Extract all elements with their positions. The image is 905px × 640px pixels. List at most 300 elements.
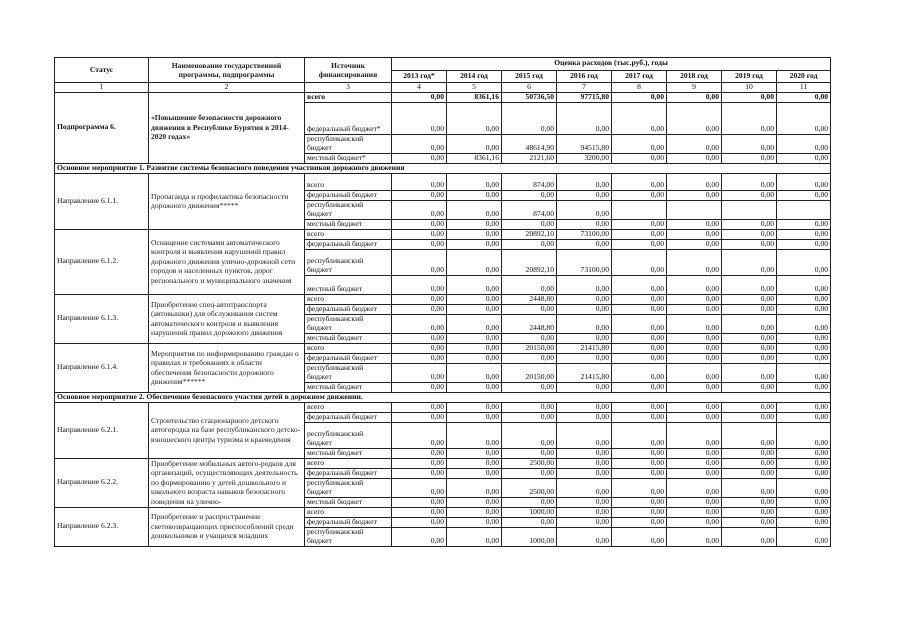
value-cell: 20150,00 <box>502 343 557 353</box>
d614-row <box>55 343 831 353</box>
value-cell: 0,00 <box>667 343 722 353</box>
value-cell: 0,00 <box>392 343 447 353</box>
source-cell: всего <box>305 173 392 190</box>
value-cell: 0,00 <box>722 412 777 422</box>
value-cell: 0,00 <box>502 333 557 343</box>
value-cell: 2448,80 <box>502 294 557 304</box>
value-cell: 0,00 <box>667 363 722 382</box>
value-cell: 0,00 <box>612 382 667 392</box>
section-title: Основное мероприятие 1. Развитие системы безопасного поведения участников дорожного движения <box>55 163 831 173</box>
value-cell: 0,00 <box>612 92 667 102</box>
value-cell: 0,00 <box>722 102 777 134</box>
value-cell: 0,00 <box>612 190 667 200</box>
value-cell: 0,00 <box>667 190 722 200</box>
source-cell: республиканский бюджет <box>305 249 392 275</box>
column-number: 11 <box>777 83 831 93</box>
budget-document <box>54 57 830 547</box>
value-cell: 0,00 <box>777 382 831 392</box>
row-name: «Повышение безопасности дорожного движения в Республике Бурятия в 2014-2020 годах» <box>149 92 305 163</box>
value-cell: 0,00 <box>722 92 777 102</box>
value-cell: 0,00 <box>392 190 447 200</box>
value-cell: 0,00 <box>777 353 831 363</box>
value-cell: 0,00 <box>392 200 447 219</box>
value-cell: 0,00 <box>557 448 612 458</box>
source-cell: федеральный бюджет <box>305 304 392 314</box>
value-cell: 0,00 <box>502 219 557 229</box>
source-cell: местный бюджет <box>305 497 392 507</box>
d611-row <box>55 173 831 190</box>
value-cell: 0,00 <box>777 448 831 458</box>
header-year: 2017 год <box>612 70 667 83</box>
value-cell: 0,00 <box>722 190 777 200</box>
value-cell <box>612 200 667 219</box>
subprogram-row <box>55 92 831 102</box>
value-cell: 0,00 <box>447 275 502 294</box>
value-cell: 0,00 <box>557 200 612 219</box>
value-cell: 0,00 <box>612 314 667 333</box>
value-cell: 0,00 <box>447 382 502 392</box>
source-cell: местный бюджет* <box>305 153 392 163</box>
source-cell: федеральный бюджет <box>305 412 392 422</box>
value-cell: 0,00 <box>447 102 502 134</box>
value-cell: 0,00 <box>667 448 722 458</box>
section-row <box>55 392 831 402</box>
row-name: Приобретение спец-автотранспорта (автовышки) для обслуживания систем автоматического контроля и выявления нарушений правил дорожного движения <box>149 294 305 343</box>
row-status: Направление 6.1.3. <box>55 294 149 343</box>
value-cell: 0,00 <box>777 102 831 134</box>
value-cell: 0,00 <box>392 153 447 163</box>
value-cell: 0,00 <box>392 468 447 478</box>
value-cell: 0,00 <box>612 527 667 546</box>
value-cell: 0,00 <box>447 507 502 517</box>
value-cell: 0,00 <box>392 402 447 412</box>
value-cell: 0,00 <box>502 497 557 507</box>
header-year: 2019 год <box>722 70 777 83</box>
value-cell: 0,00 <box>612 173 667 190</box>
value-cell: 0,00 <box>612 275 667 294</box>
value-cell: 0,00 <box>722 134 777 153</box>
value-cell: 0,00 <box>392 173 447 190</box>
value-cell: 0,00 <box>777 275 831 294</box>
value-cell: 0,00 <box>392 382 447 392</box>
source-cell: федеральный бюджет <box>305 239 392 249</box>
budget-table <box>54 57 831 547</box>
source-cell: федеральный бюджет <box>305 468 392 478</box>
value-cell: 0,00 <box>667 249 722 275</box>
value-cell: 0,00 <box>667 92 722 102</box>
value-cell: 0,00 <box>557 314 612 333</box>
value-cell: 0,00 <box>447 497 502 507</box>
source-cell: республиканский бюджет <box>305 422 392 448</box>
value-cell: 0,00 <box>392 102 447 134</box>
value-cell: 0,00 <box>777 294 831 304</box>
value-cell: 0,00 <box>777 249 831 275</box>
value-cell: 0,00 <box>557 382 612 392</box>
d612-row <box>55 229 831 239</box>
column-number: 7 <box>557 83 612 93</box>
value-cell: 0,00 <box>392 497 447 507</box>
column-number: 8 <box>612 83 667 93</box>
value-cell: 0,00 <box>557 468 612 478</box>
value-cell: 0,00 <box>667 229 722 239</box>
source-cell: республиканский бюджет <box>305 527 392 546</box>
value-cell: 0,00 <box>392 412 447 422</box>
value-cell: 0,00 <box>392 249 447 275</box>
value-cell: 73100,00 <box>557 229 612 239</box>
value-cell: 0,00 <box>777 343 831 353</box>
value-cell: 0,00 <box>722 173 777 190</box>
source-cell: федеральный бюджет <box>305 517 392 527</box>
value-cell: 0,00 <box>722 422 777 448</box>
value-cell: 20892,10 <box>502 249 557 275</box>
value-cell: 0,00 <box>612 249 667 275</box>
value-cell: 0,00 <box>447 229 502 239</box>
value-cell: 0,00 <box>777 333 831 343</box>
value-cell: 0,00 <box>447 458 502 468</box>
source-cell: всего <box>305 229 392 239</box>
value-cell: 0,00 <box>447 468 502 478</box>
value-cell: 0,00 <box>557 517 612 527</box>
row-status: Направление 6.1.1. <box>55 173 149 229</box>
value-cell: 0,00 <box>722 363 777 382</box>
value-cell: 2500,00 <box>502 478 557 497</box>
header-year: 2015 год <box>502 70 557 83</box>
value-cell: 0,00 <box>612 363 667 382</box>
value-cell: 8361,16 <box>447 92 502 102</box>
value-cell: 94515,80 <box>557 134 612 153</box>
value-cell: 0,00 <box>447 343 502 353</box>
value-cell: 0,00 <box>777 517 831 527</box>
row-name: Приобретение мобильных автого-родков для организаций, осуществляющих деятельность по формированию у детей дошкольного и школьного возраста навыков безопасного поведения на улично- <box>149 458 305 507</box>
value-cell: 0,00 <box>612 507 667 517</box>
row-name: Пропаганда и профилактика безопасности дорожного движения***** <box>149 173 305 229</box>
value-cell: 0,00 <box>777 458 831 468</box>
source-cell: республиканский бюджет <box>305 134 392 153</box>
header-year: 2014 год <box>447 70 502 83</box>
value-cell: 0,00 <box>667 353 722 363</box>
value-cell: 0,00 <box>612 468 667 478</box>
value-cell: 0,00 <box>612 229 667 239</box>
source-cell: республиканский бюджет <box>305 478 392 497</box>
value-cell: 874,00 <box>502 173 557 190</box>
column-number-row <box>55 83 831 93</box>
value-cell: 0,00 <box>777 304 831 314</box>
value-cell: 0,00 <box>667 333 722 343</box>
value-cell: 0,00 <box>557 190 612 200</box>
value-cell: 0,00 <box>722 448 777 458</box>
header-row <box>55 58 831 71</box>
value-cell: 0,00 <box>612 153 667 163</box>
source-cell: всего <box>305 402 392 412</box>
source-cell: местный бюджет <box>305 275 392 294</box>
value-cell: 8361,16 <box>447 153 502 163</box>
value-cell: 0,00 <box>502 412 557 422</box>
header-source: Источник финансирования <box>305 58 392 83</box>
value-cell: 3200,00 <box>557 153 612 163</box>
source-cell: всего <box>305 92 392 102</box>
value-cell: 0,00 <box>447 448 502 458</box>
value-cell: 0,00 <box>612 343 667 353</box>
value-cell: 0,00 <box>777 497 831 507</box>
value-cell: 0,00 <box>612 304 667 314</box>
value-cell: 0,00 <box>502 517 557 527</box>
value-cell: 874,00 <box>502 200 557 219</box>
value-cell: 0,00 <box>722 275 777 294</box>
value-cell: 0,00 <box>447 294 502 304</box>
value-cell: 0,00 <box>447 249 502 275</box>
column-number: 2 <box>149 83 305 93</box>
value-cell: 0,00 <box>612 412 667 422</box>
value-cell: 0,00 <box>557 507 612 517</box>
value-cell: 0,00 <box>447 527 502 546</box>
value-cell: 20150,00 <box>502 363 557 382</box>
value-cell: 0,00 <box>447 402 502 412</box>
value-cell: 0,00 <box>667 468 722 478</box>
value-cell: 1000,00 <box>502 527 557 546</box>
value-cell: 0,00 <box>667 402 722 412</box>
d623-row <box>55 507 831 517</box>
value-cell: 0,00 <box>447 304 502 314</box>
value-cell: 0,00 <box>667 382 722 392</box>
source-cell: федеральный бюджет* <box>305 102 392 134</box>
value-cell: 0,00 <box>777 314 831 333</box>
value-cell: 0,00 <box>502 102 557 134</box>
value-cell: 0,00 <box>392 92 447 102</box>
value-cell: 0,00 <box>667 304 722 314</box>
value-cell: 0,00 <box>612 422 667 448</box>
header-year: 2013 год* <box>392 70 447 83</box>
value-cell: 0,00 <box>612 102 667 134</box>
column-number: 3 <box>305 83 392 93</box>
value-cell: 0,00 <box>722 304 777 314</box>
value-cell: 0,00 <box>612 478 667 497</box>
value-cell: 0,00 <box>667 275 722 294</box>
value-cell: 0,00 <box>392 294 447 304</box>
value-cell: 0,00 <box>722 249 777 275</box>
row-name: Приобретение и распространение световозвращающих приспособлений среди дошкольников и учащихся младших <box>149 507 305 546</box>
header-status: Статус <box>55 58 149 83</box>
value-cell: 0,00 <box>612 219 667 229</box>
value-cell: 0,00 <box>447 363 502 382</box>
section-row <box>55 163 831 173</box>
value-cell: 0,00 <box>722 239 777 249</box>
source-cell: местный бюджет <box>305 382 392 392</box>
value-cell: 0,00 <box>392 527 447 546</box>
value-cell: 0,00 <box>667 219 722 229</box>
value-cell: 0,00 <box>392 314 447 333</box>
value-cell: 20892,10 <box>502 229 557 239</box>
value-cell: 0,00 <box>502 304 557 314</box>
value-cell: 0,00 <box>557 333 612 343</box>
value-cell: 0,00 <box>502 382 557 392</box>
value-cell: 0,00 <box>502 448 557 458</box>
value-cell: 0,00 <box>557 478 612 497</box>
d621-row <box>55 402 831 412</box>
value-cell: 0,00 <box>777 229 831 239</box>
value-cell: 0,00 <box>557 527 612 546</box>
value-cell: 0,00 <box>447 173 502 190</box>
value-cell: 0,00 <box>777 92 831 102</box>
value-cell: 0,00 <box>777 153 831 163</box>
value-cell: 0,00 <box>612 517 667 527</box>
value-cell <box>667 200 722 219</box>
value-cell: 0,00 <box>612 402 667 412</box>
value-cell: 0,00 <box>722 382 777 392</box>
value-cell: 0,00 <box>667 102 722 134</box>
column-number: 10 <box>722 83 777 93</box>
source-cell: местный бюджет <box>305 333 392 343</box>
value-cell: 0,00 <box>557 294 612 304</box>
value-cell: 0,00 <box>557 497 612 507</box>
value-cell: 0,00 <box>447 314 502 333</box>
header-estimate: Оценка расходов (тыс.руб.), годы <box>392 58 831 71</box>
value-cell: 0,00 <box>447 478 502 497</box>
value-cell: 0,00 <box>722 333 777 343</box>
value-cell: 0,00 <box>722 314 777 333</box>
value-cell: 0,00 <box>777 402 831 412</box>
source-cell: республиканский бюджет <box>305 200 392 219</box>
value-cell: 0,00 <box>502 190 557 200</box>
source-cell: республиканский бюджет <box>305 314 392 333</box>
value-cell: 2448,80 <box>502 314 557 333</box>
source-cell: федеральный бюджет <box>305 353 392 363</box>
source-cell: всего <box>305 458 392 468</box>
value-cell: 0,00 <box>392 448 447 458</box>
value-cell <box>722 200 777 219</box>
value-cell: 21415,80 <box>557 343 612 353</box>
value-cell: 0,00 <box>447 219 502 229</box>
value-cell: 0,00 <box>447 333 502 343</box>
value-cell: 0,00 <box>447 353 502 363</box>
row-name: Оснащение системами автоматического контроля и выявления нарушений правил дорожного движения улично-дорожной сети городов и населенных пунктов, дорог регионального и муниципального значения <box>149 229 305 294</box>
value-cell: 0,00 <box>502 402 557 412</box>
value-cell: 0,00 <box>392 239 447 249</box>
value-cell: 0,00 <box>612 353 667 363</box>
column-number: 9 <box>667 83 722 93</box>
source-cell: республиканский бюджет <box>305 363 392 382</box>
column-number: 4 <box>392 83 447 93</box>
value-cell: 0,00 <box>612 448 667 458</box>
value-cell: 0,00 <box>557 275 612 294</box>
value-cell: 0,00 <box>722 517 777 527</box>
value-cell: 0,00 <box>667 314 722 333</box>
source-cell: федеральный бюджет <box>305 190 392 200</box>
value-cell: 0,00 <box>557 239 612 249</box>
value-cell: 0,00 <box>667 527 722 546</box>
value-cell: 0,00 <box>557 353 612 363</box>
value-cell: 0,00 <box>392 363 447 382</box>
value-cell: 0,00 <box>612 458 667 468</box>
value-cell: 0,00 <box>557 173 612 190</box>
value-cell: 0,00 <box>777 478 831 497</box>
value-cell: 0,00 <box>447 517 502 527</box>
row-status: Подпрограмма 6. <box>55 92 149 163</box>
value-cell: 0,00 <box>777 134 831 153</box>
value-cell: 0,00 <box>777 363 831 382</box>
value-cell: 0,00 <box>777 219 831 229</box>
source-cell: местный бюджет <box>305 448 392 458</box>
d613-row <box>55 294 831 304</box>
value-cell: 0,00 <box>667 507 722 517</box>
value-cell: 0,00 <box>392 478 447 497</box>
value-cell: 0,00 <box>777 412 831 422</box>
value-cell: 0,00 <box>667 412 722 422</box>
value-cell: 0,00 <box>777 190 831 200</box>
value-cell: 0,00 <box>722 219 777 229</box>
value-cell: 0,00 <box>777 468 831 478</box>
value-cell: 0,00 <box>777 507 831 517</box>
value-cell: 0,00 <box>612 239 667 249</box>
value-cell: 0,00 <box>612 294 667 304</box>
source-cell: всего <box>305 343 392 353</box>
row-name: Мероприятия по информированию граждан о правилах и требованиях в области обеспечения безопасности дорожного движения****** <box>149 343 305 392</box>
value-cell: 0,00 <box>722 153 777 163</box>
row-status: Направление 6.1.2. <box>55 229 149 294</box>
value-cell: 0,00 <box>667 517 722 527</box>
value-cell: 0,00 <box>392 353 447 363</box>
value-cell: 0,00 <box>722 353 777 363</box>
value-cell: 0,00 <box>722 229 777 239</box>
value-cell: 0,00 <box>722 468 777 478</box>
row-status: Направление 6.1.4. <box>55 343 149 392</box>
value-cell: 0,00 <box>667 497 722 507</box>
value-cell: 0,00 <box>447 422 502 448</box>
value-cell: 97715,80 <box>557 92 612 102</box>
value-cell: 0,00 <box>612 333 667 343</box>
column-number: 6 <box>502 83 557 93</box>
value-cell: 50736,50 <box>502 92 557 102</box>
row-status: Направление 6.2.3. <box>55 507 149 546</box>
value-cell: 0,00 <box>722 402 777 412</box>
source-cell: местный бюджет <box>305 219 392 229</box>
value-cell: 0,00 <box>392 229 447 239</box>
value-cell: 0,00 <box>447 134 502 153</box>
value-cell: 0,00 <box>502 468 557 478</box>
value-cell: 0,00 <box>612 497 667 507</box>
value-cell: 21415,80 <box>557 363 612 382</box>
source-cell: всего <box>305 507 392 517</box>
header-year: 2016 год <box>557 70 612 83</box>
source-cell: всего <box>305 294 392 304</box>
value-cell: 0,00 <box>557 412 612 422</box>
value-cell: 0,00 <box>722 294 777 304</box>
value-cell: 0,00 <box>502 275 557 294</box>
value-cell: 0,00 <box>447 412 502 422</box>
value-cell: 0,00 <box>392 134 447 153</box>
value-cell: 2121,60 <box>502 153 557 163</box>
value-cell: 0,00 <box>722 497 777 507</box>
value-cell: 0,00 <box>392 304 447 314</box>
value-cell: 0,00 <box>722 458 777 468</box>
value-cell: 0,00 <box>447 200 502 219</box>
value-cell: 0,00 <box>557 304 612 314</box>
value-cell: 0,00 <box>722 507 777 517</box>
value-cell: 0,00 <box>667 134 722 153</box>
value-cell: 0,00 <box>612 134 667 153</box>
value-cell: 0,00 <box>447 190 502 200</box>
value-cell: 0,00 <box>667 153 722 163</box>
value-cell: 0,00 <box>392 219 447 229</box>
value-cell: 0,00 <box>392 422 447 448</box>
value-cell: 0,00 <box>447 239 502 249</box>
row-name: Строительство стационарного детского автогородка на базе республиканского детско-юношеского центра туризма и краеведения <box>149 402 305 458</box>
value-cell: 73100,00 <box>557 249 612 275</box>
value-cell: 0,00 <box>722 478 777 497</box>
column-number: 5 <box>447 83 502 93</box>
value-cell: 0,00 <box>557 102 612 134</box>
value-cell: 0,00 <box>392 333 447 343</box>
value-cell: 0,00 <box>777 239 831 249</box>
